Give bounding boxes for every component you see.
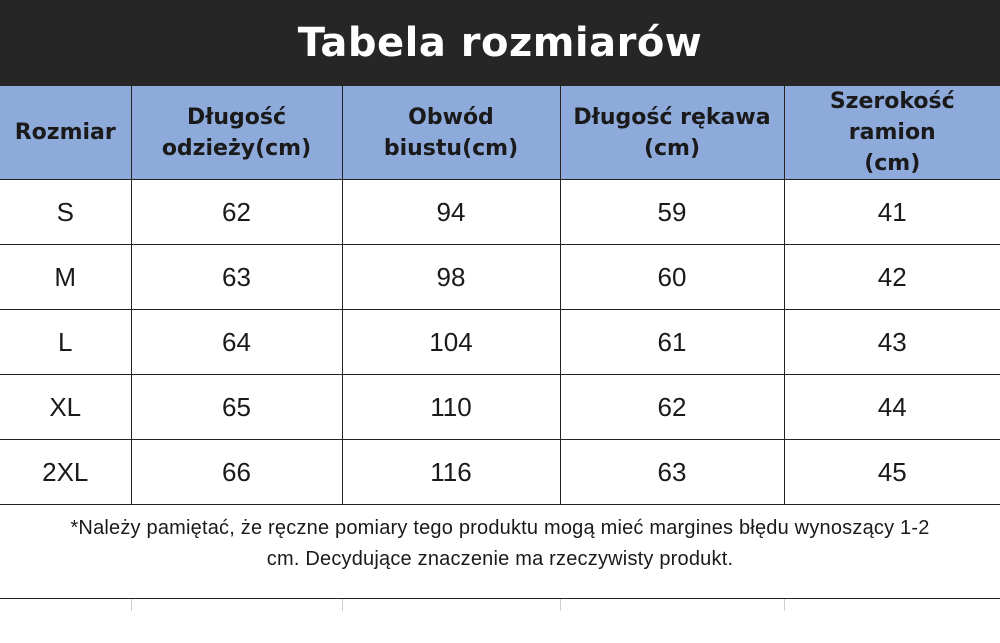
title-bar	[0, 0, 1000, 86]
note-line-1: *Należy pamiętać, że ręczne pomiary tego produktu mogą mieć margines błędu wynoszący 1-2	[70, 517, 930, 539]
column-divider-stub	[131, 599, 132, 611]
header-bust: Obwód biustu(cm)	[342, 86, 560, 180]
table-row	[0, 440, 1000, 505]
measurement-note	[0, 513, 1000, 575]
cell-shoulder-width: 44	[784, 375, 1000, 440]
column-divider-stub	[560, 599, 561, 611]
header-sleeve-length: Długość rękawa (cm)	[560, 86, 784, 180]
header-size: Rozmiar	[0, 86, 131, 180]
cell-sleeve-length: 63	[560, 440, 784, 505]
table-row	[0, 375, 1000, 440]
header-shoulder-width: Szerokość ramion (cm)	[784, 86, 1000, 180]
header-garment-length: Długość odzieży(cm)	[131, 86, 342, 180]
cell-shoulder-width: 45	[784, 440, 1000, 505]
table-row	[0, 180, 1000, 245]
table-row	[0, 245, 1000, 310]
cell-sleeve-length: 62	[560, 375, 784, 440]
cell-size: M	[0, 245, 131, 310]
cell-garment-length: 66	[131, 440, 342, 505]
bottom-divider	[0, 598, 1000, 599]
cell-size: L	[0, 310, 131, 375]
cell-garment-length: 65	[131, 375, 342, 440]
page-title: Tabela rozmiarów	[297, 20, 703, 66]
cell-garment-length: 62	[131, 180, 342, 245]
cell-size: 2XL	[0, 440, 131, 505]
cell-bust: 94	[342, 180, 560, 245]
cell-shoulder-width: 42	[784, 245, 1000, 310]
cell-bust: 98	[342, 245, 560, 310]
cell-sleeve-length: 61	[560, 310, 784, 375]
cell-garment-length: 64	[131, 310, 342, 375]
cell-sleeve-length: 60	[560, 245, 784, 310]
note-line-2: cm. Decydujące znaczenie ma rzeczywisty produkt.	[266, 548, 734, 570]
cell-bust: 116	[342, 440, 560, 505]
cell-bust: 104	[342, 310, 560, 375]
cell-shoulder-width: 41	[784, 180, 1000, 245]
cell-garment-length: 63	[131, 245, 342, 310]
cell-sleeve-length: 59	[560, 180, 784, 245]
cell-size: XL	[0, 375, 131, 440]
table-row	[0, 310, 1000, 375]
cell-bust: 110	[342, 375, 560, 440]
table-header-row	[0, 86, 1000, 180]
column-divider-stub	[784, 599, 785, 611]
cell-shoulder-width: 43	[784, 310, 1000, 375]
column-divider-stub	[342, 599, 343, 611]
cell-size: S	[0, 180, 131, 245]
size-table	[0, 86, 1000, 505]
